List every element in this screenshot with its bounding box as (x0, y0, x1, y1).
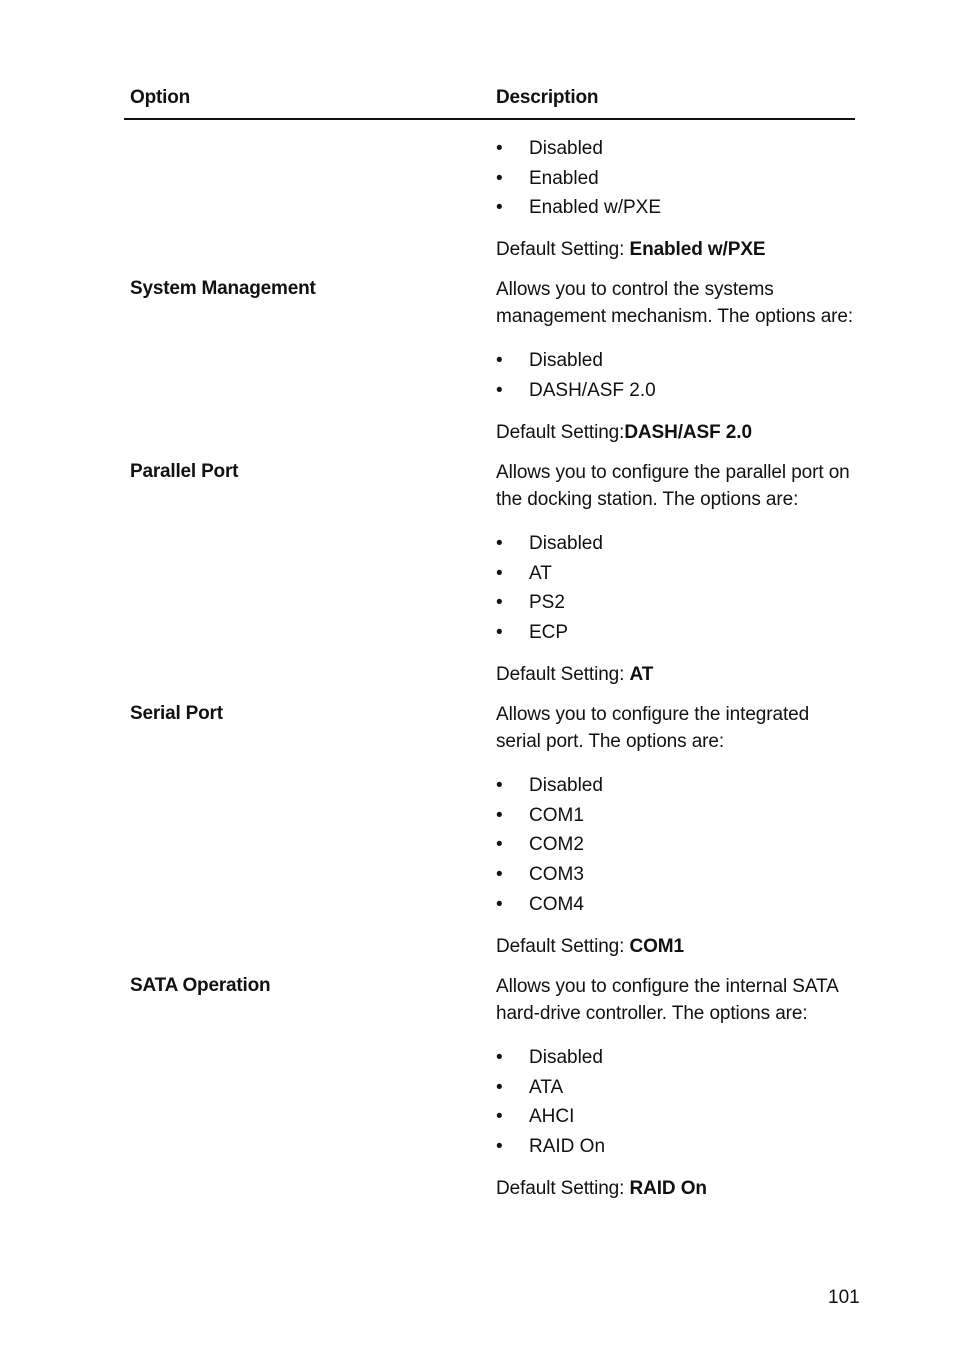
default-label: Default Setting: (496, 664, 630, 685)
default-value: RAID On (629, 1178, 707, 1199)
list-item: • Disabled (496, 529, 603, 559)
option-name-sata-operation: SATA Operation (130, 975, 271, 996)
list-item: • COM3 (496, 860, 603, 890)
option-values-list (496, 529, 603, 648)
default-setting (496, 664, 653, 686)
option-values-list (496, 346, 656, 405)
option-name-system-management: System Management (130, 278, 316, 299)
list-item: • COM4 (496, 890, 603, 920)
continuation-options-list (496, 134, 661, 223)
default-value: Enabled w/PXE (629, 239, 766, 260)
option-values-list (496, 1043, 605, 1162)
option-description: Allows you to control the systems management mechanism. The options are: (496, 279, 854, 327)
option-description: Allows you to configure the parallel port on the docking station. The options are: (496, 462, 850, 510)
default-value: DASH/ASF 2.0 (624, 422, 752, 443)
default-setting (496, 422, 752, 444)
continuation-default-setting (496, 239, 765, 261)
list-item: • AT (496, 559, 603, 589)
list-item: • AHCI (496, 1102, 605, 1132)
list-item: • Enabled w/PXE (496, 193, 661, 223)
list-item: • COM2 (496, 830, 603, 860)
list-item: • Disabled (496, 134, 661, 164)
default-label: Default Setting: (496, 1178, 630, 1199)
default-value: AT (629, 664, 654, 685)
list-item: • PS2 (496, 588, 603, 618)
list-item: • Disabled (496, 346, 656, 376)
list-item: • ECP (496, 618, 603, 648)
table-header (124, 84, 855, 120)
default-value: COM1 (629, 936, 684, 957)
list-item: • RAID On (496, 1132, 605, 1162)
column-header-option: Option (130, 87, 191, 108)
list-item: • Enabled (496, 164, 661, 194)
option-description: Allows you to configure the internal SATA hard-drive controller. The options are: (496, 976, 838, 1024)
default-label: Default Setting: (496, 239, 630, 260)
option-name-parallel-port: Parallel Port (130, 461, 239, 482)
option-values-list (496, 771, 603, 919)
default-label: Default Setting: (496, 422, 625, 443)
list-item: • Disabled (496, 771, 603, 801)
option-description: Allows you to configure the integrated serial port. The options are: (496, 704, 810, 752)
default-label: Default Setting: (496, 936, 630, 957)
list-item: • DASH/ASF 2.0 (496, 376, 656, 406)
default-setting (496, 1178, 707, 1200)
page-number: 101 (828, 1287, 860, 1308)
list-item: • COM1 (496, 801, 603, 831)
option-name-serial-port: Serial Port (130, 703, 223, 724)
list-item: • ATA (496, 1073, 605, 1103)
default-setting (496, 936, 684, 958)
list-item: • Disabled (496, 1043, 605, 1073)
column-header-description: Description (496, 87, 599, 108)
